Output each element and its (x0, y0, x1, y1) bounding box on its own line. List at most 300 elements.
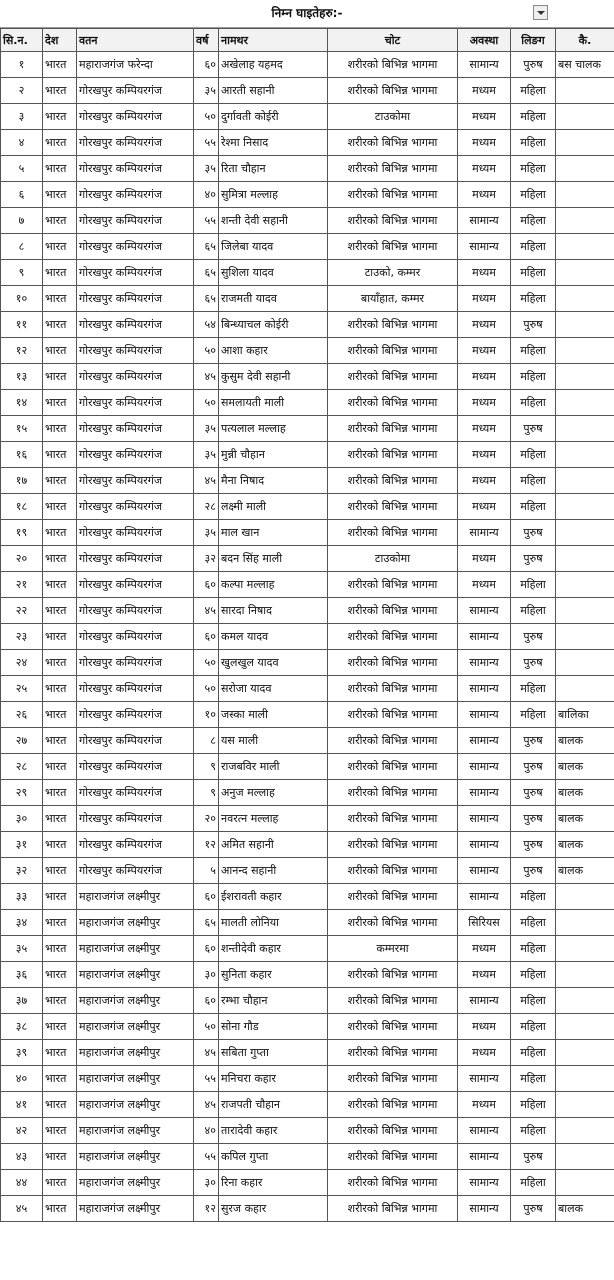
cell-country[interactable]: भारत (43, 624, 77, 650)
cell-injury[interactable]: शरीरको बिभिन्न भागमा (328, 468, 458, 494)
cell-address[interactable]: गोरखपुर कम्पियरगंज (77, 156, 194, 182)
cell-injury[interactable]: शरीरको बिभिन्न भागमा (328, 182, 458, 208)
cell-injury[interactable]: शरीरको बिभिन्न भागमा (328, 806, 458, 832)
cell-name[interactable]: माल खान (219, 520, 328, 546)
cell-age[interactable]: ४० (194, 182, 219, 208)
cell-condition[interactable]: सामान्य (458, 858, 511, 884)
cell-name[interactable]: सरोजा यादव (219, 676, 328, 702)
cell-name[interactable]: पत्यलाल मल्लाह (219, 416, 328, 442)
cell-country[interactable]: भारत (43, 988, 77, 1014)
cell-sn[interactable]: ४० (1, 1066, 43, 1092)
cell-name[interactable]: जस्का माली (219, 702, 328, 728)
cell-condition[interactable]: सामान्य (458, 234, 511, 260)
cell-address[interactable]: गोरखपुर कम्पियरगंज (77, 572, 194, 598)
cell-remarks[interactable] (556, 78, 614, 104)
cell-sn[interactable]: ३३ (1, 884, 43, 910)
cell-condition[interactable]: सिरियस (458, 910, 511, 936)
cell-injury[interactable]: शरीरको बिभिन्न भागमा (328, 650, 458, 676)
cell-gender[interactable]: महिला (511, 936, 556, 962)
cell-condition[interactable]: मध्यम (458, 1040, 511, 1066)
cell-name[interactable]: यस माली (219, 728, 328, 754)
cell-sn[interactable]: ३४ (1, 910, 43, 936)
cell-condition[interactable]: मध्यम (458, 546, 511, 572)
cell-injury[interactable]: शरीरको बिभिन्न भागमा (328, 234, 458, 260)
cell-injury[interactable]: शरीरको बिभिन्न भागमा (328, 78, 458, 104)
cell-remarks[interactable]: बस चालक (556, 52, 614, 78)
cell-condition[interactable]: सामान्य (458, 208, 511, 234)
cell-condition[interactable]: सामान्य (458, 598, 511, 624)
cell-remarks[interactable] (556, 182, 614, 208)
cell-age[interactable]: ४५ (194, 468, 219, 494)
cell-name[interactable]: आशा कहार (219, 338, 328, 364)
cell-injury[interactable]: शरीरको बिभिन्न भागमा (328, 1014, 458, 1040)
cell-country[interactable]: भारत (43, 312, 77, 338)
cell-sn[interactable]: २३ (1, 624, 43, 650)
cell-gender[interactable]: महिला (511, 78, 556, 104)
cell-address[interactable]: गोरखपुर कम्पियरगंज (77, 260, 194, 286)
cell-gender[interactable]: महिला (511, 1092, 556, 1118)
cell-age[interactable]: ५ (194, 858, 219, 884)
cell-sn[interactable]: ५ (1, 156, 43, 182)
cell-sn[interactable]: २२ (1, 598, 43, 624)
cell-gender[interactable]: महिला (511, 208, 556, 234)
cell-injury[interactable]: शरीरको बिभिन्न भागमा (328, 754, 458, 780)
cell-age[interactable]: ३० (194, 1170, 219, 1196)
cell-injury[interactable]: शरीरको बिभिन्न भागमा (328, 702, 458, 728)
cell-country[interactable]: भारत (43, 806, 77, 832)
cell-name[interactable]: बिन्ध्याचल कोईरी (219, 312, 328, 338)
cell-condition[interactable]: मध्यम (458, 338, 511, 364)
cell-country[interactable]: भारत (43, 884, 77, 910)
cell-gender[interactable]: महिला (511, 338, 556, 364)
cell-gender[interactable]: पुरुष (511, 1196, 556, 1222)
cell-gender[interactable]: महिला (511, 390, 556, 416)
cell-sn[interactable]: १० (1, 286, 43, 312)
cell-name[interactable]: अखेलाह यहमद (219, 52, 328, 78)
cell-address[interactable]: महाराजगंज लक्ष्मीपुर (77, 936, 194, 962)
cell-injury[interactable]: शरीरको बिभिन्न भागमा (328, 884, 458, 910)
cell-condition[interactable]: मध्यम (458, 364, 511, 390)
cell-country[interactable]: भारत (43, 1196, 77, 1222)
cell-remarks[interactable] (556, 1066, 614, 1092)
cell-gender[interactable]: महिला (511, 1170, 556, 1196)
cell-remarks[interactable] (556, 624, 614, 650)
cell-age[interactable]: ६० (194, 988, 219, 1014)
cell-gender[interactable]: पुरुष (511, 754, 556, 780)
cell-condition[interactable]: मध्यम (458, 286, 511, 312)
cell-address[interactable]: गोरखपुर कम्पियरगंज (77, 806, 194, 832)
cell-sn[interactable]: १९ (1, 520, 43, 546)
cell-country[interactable]: भारत (43, 780, 77, 806)
cell-age[interactable]: ८ (194, 728, 219, 754)
cell-age[interactable]: ५० (194, 676, 219, 702)
cell-name[interactable]: समलायती माली (219, 390, 328, 416)
cell-remarks[interactable] (556, 234, 614, 260)
cell-condition[interactable]: सामान्य (458, 754, 511, 780)
cell-sn[interactable]: १५ (1, 416, 43, 442)
cell-condition[interactable]: सामान्य (458, 702, 511, 728)
cell-remarks[interactable]: बालक (556, 832, 614, 858)
cell-gender[interactable]: महिला (511, 364, 556, 390)
cell-condition[interactable]: मध्यम (458, 1014, 511, 1040)
cell-age[interactable]: ६५ (194, 260, 219, 286)
cell-condition[interactable]: मध्यम (458, 962, 511, 988)
cell-name[interactable]: रिना कहार (219, 1170, 328, 1196)
cell-country[interactable]: भारत (43, 234, 77, 260)
cell-country[interactable]: भारत (43, 858, 77, 884)
cell-name[interactable]: रम्भा चौहान (219, 988, 328, 1014)
cell-country[interactable]: भारत (43, 104, 77, 130)
cell-sn[interactable]: ४१ (1, 1092, 43, 1118)
cell-sn[interactable]: ३१ (1, 832, 43, 858)
cell-age[interactable]: १० (194, 702, 219, 728)
cell-sn[interactable]: ४ (1, 130, 43, 156)
cell-age[interactable]: ६५ (194, 234, 219, 260)
cell-remarks[interactable] (556, 260, 614, 286)
cell-remarks[interactable] (556, 650, 614, 676)
cell-gender[interactable]: महिला (511, 182, 556, 208)
cell-country[interactable]: भारत (43, 520, 77, 546)
cell-remarks[interactable] (556, 520, 614, 546)
cell-condition[interactable]: मध्यम (458, 936, 511, 962)
cell-address[interactable]: गोरखपुर कम्पियरगंज (77, 130, 194, 156)
cell-gender[interactable]: पुरुष (511, 416, 556, 442)
cell-name[interactable]: रेश्मा निसाद (219, 130, 328, 156)
cell-gender[interactable]: महिला (511, 442, 556, 468)
cell-remarks[interactable] (556, 598, 614, 624)
cell-sn[interactable]: ८ (1, 234, 43, 260)
cell-name[interactable]: मालती लोनिया (219, 910, 328, 936)
cell-injury[interactable]: शरीरको बिभिन्न भागमा (328, 442, 458, 468)
cell-address[interactable]: गोरखपुर कम्पियरगंज (77, 416, 194, 442)
cell-condition[interactable]: मध्यम (458, 156, 511, 182)
cell-condition[interactable]: सामान्य (458, 650, 511, 676)
cell-address[interactable]: गोरखपुर कम्पियरगंज (77, 468, 194, 494)
cell-address[interactable]: गोरखपुर कम्पियरगंज (77, 676, 194, 702)
cell-condition[interactable]: मध्यम (458, 468, 511, 494)
cell-injury[interactable]: शरीरको बिभिन्न भागमा (328, 1170, 458, 1196)
cell-condition[interactable]: मध्यम (458, 78, 511, 104)
cell-age[interactable]: ६० (194, 52, 219, 78)
cell-age[interactable]: ४५ (194, 598, 219, 624)
cell-remarks[interactable]: बालक (556, 728, 614, 754)
cell-age[interactable]: २८ (194, 494, 219, 520)
cell-condition[interactable]: मध्यम (458, 104, 511, 130)
cell-gender[interactable]: महिला (511, 286, 556, 312)
cell-injury[interactable]: शरीरको बिभिन्न भागमा (328, 832, 458, 858)
cell-gender[interactable]: पुरुष (511, 780, 556, 806)
cell-gender[interactable]: पुरुष (511, 624, 556, 650)
cell-gender[interactable]: महिला (511, 468, 556, 494)
cell-address[interactable]: गोरखपुर कम्पियरगंज (77, 624, 194, 650)
cell-country[interactable]: भारत (43, 338, 77, 364)
cell-condition[interactable]: सामान्य (458, 520, 511, 546)
cell-sn[interactable]: १८ (1, 494, 43, 520)
cell-country[interactable]: भारत (43, 468, 77, 494)
cell-remarks[interactable] (556, 286, 614, 312)
cell-gender[interactable]: महिला (511, 598, 556, 624)
cell-name[interactable]: आरती सहानी (219, 78, 328, 104)
cell-remarks[interactable] (556, 884, 614, 910)
cell-country[interactable]: भारत (43, 494, 77, 520)
cell-country[interactable]: भारत (43, 208, 77, 234)
cell-injury[interactable]: शरीरको बिभिन्न भागमा (328, 910, 458, 936)
cell-address[interactable]: गोरखपुर कम्पियरगंज (77, 832, 194, 858)
cell-country[interactable]: भारत (43, 182, 77, 208)
cell-address[interactable]: गोरखपुर कम्पियरगंज (77, 104, 194, 130)
cell-age[interactable]: १२ (194, 832, 219, 858)
cell-injury[interactable]: शरीरको बिभिन्न भागमा (328, 962, 458, 988)
cell-address[interactable]: गोरखपुर कम्पियरगंज (77, 78, 194, 104)
cell-sn[interactable]: १ (1, 52, 43, 78)
cell-age[interactable]: ४० (194, 1118, 219, 1144)
cell-gender[interactable]: महिला (511, 260, 556, 286)
cell-name[interactable]: खुलखुल यादव (219, 650, 328, 676)
cell-age[interactable]: ५५ (194, 208, 219, 234)
cell-injury[interactable]: शरीरको बिभिन्न भागमा (328, 416, 458, 442)
cell-country[interactable]: भारत (43, 910, 77, 936)
cell-address[interactable]: गोरखपुर कम्पियरगंज (77, 208, 194, 234)
cell-address[interactable]: गोरखपुर कम्पियरगंज (77, 364, 194, 390)
cell-address[interactable]: महाराजगंज लक्ष्मीपुर (77, 1040, 194, 1066)
cell-remarks[interactable]: बालक (556, 780, 614, 806)
cell-address[interactable]: गोरखपुर कम्पियरगंज (77, 494, 194, 520)
cell-address[interactable]: महाराजगंज लक्ष्मीपुर (77, 1118, 194, 1144)
cell-injury[interactable]: शरीरको बिभिन्न भागमा (328, 520, 458, 546)
cell-country[interactable]: भारत (43, 1066, 77, 1092)
cell-remarks[interactable] (556, 312, 614, 338)
cell-sn[interactable]: ४३ (1, 1144, 43, 1170)
cell-address[interactable]: गोरखपुर कम्पियरगंज (77, 858, 194, 884)
cell-sn[interactable]: १४ (1, 390, 43, 416)
cell-country[interactable]: भारत (43, 286, 77, 312)
cell-remarks[interactable] (556, 442, 614, 468)
cell-address[interactable]: महाराजगंज लक्ष्मीपुर (77, 1196, 194, 1222)
cell-name[interactable]: कुसुम देवी सहानी (219, 364, 328, 390)
cell-injury[interactable]: शरीरको बिभिन्न भागमा (328, 364, 458, 390)
cell-condition[interactable]: सामान्य (458, 884, 511, 910)
cell-remarks[interactable] (556, 1092, 614, 1118)
cell-sn[interactable]: २५ (1, 676, 43, 702)
cell-age[interactable]: ४५ (194, 1092, 219, 1118)
cell-injury[interactable]: शरीरको बिभिन्न भागमा (328, 52, 458, 78)
cell-name[interactable]: कमल यादव (219, 624, 328, 650)
cell-name[interactable]: दुर्गावती कोईरी (219, 104, 328, 130)
cell-name[interactable]: तारादेवी कहार (219, 1118, 328, 1144)
cell-injury[interactable]: शरीरको बिभिन्न भागमा (328, 598, 458, 624)
cell-injury[interactable]: शरीरको बिभिन्न भागमा (328, 156, 458, 182)
cell-condition[interactable]: सामान्य (458, 988, 511, 1014)
cell-injury[interactable]: शरीरको बिभिन्न भागमा (328, 858, 458, 884)
cell-gender[interactable]: महिला (511, 702, 556, 728)
cell-gender[interactable]: महिला (511, 910, 556, 936)
cell-address[interactable]: महाराजगंज लक्ष्मीपुर (77, 988, 194, 1014)
cell-gender[interactable]: महिला (511, 494, 556, 520)
cell-condition[interactable]: सामान्य (458, 1144, 511, 1170)
cell-country[interactable]: भारत (43, 650, 77, 676)
cell-injury[interactable]: कम्मरमा (328, 936, 458, 962)
cell-remarks[interactable] (556, 416, 614, 442)
cell-address[interactable]: गोरखपुर कम्पियरगंज (77, 338, 194, 364)
cell-name[interactable]: कपिल गुप्ता (219, 1144, 328, 1170)
cell-injury[interactable]: टाउकोमा (328, 546, 458, 572)
cell-age[interactable]: ३५ (194, 416, 219, 442)
cell-address[interactable]: गोरखपुर कम्पियरगंज (77, 442, 194, 468)
cell-sn[interactable]: २० (1, 546, 43, 572)
cell-sn[interactable]: १३ (1, 364, 43, 390)
cell-name[interactable]: ईशरावती कहार (219, 884, 328, 910)
cell-remarks[interactable] (556, 1040, 614, 1066)
cell-country[interactable]: भारत (43, 936, 77, 962)
cell-condition[interactable]: सामान्य (458, 52, 511, 78)
cell-address[interactable]: गोरखपुर कम्पियरगंज (77, 728, 194, 754)
cell-remarks[interactable]: बालक (556, 806, 614, 832)
cell-injury[interactable]: बायाँहात, कम्मर (328, 286, 458, 312)
cell-remarks[interactable] (556, 1144, 614, 1170)
cell-gender[interactable]: महिला (511, 962, 556, 988)
cell-gender[interactable]: पुरुष (511, 806, 556, 832)
cell-condition[interactable]: मध्यम (458, 416, 511, 442)
cell-remarks[interactable] (556, 1014, 614, 1040)
cell-injury[interactable]: शरीरको बिभिन्न भागमा (328, 312, 458, 338)
cell-address[interactable]: गोरखपुर कम्पियरगंज (77, 286, 194, 312)
cell-remarks[interactable] (556, 962, 614, 988)
cell-address[interactable]: गोरखपुर कम्पियरगंज (77, 702, 194, 728)
cell-age[interactable]: ३२ (194, 546, 219, 572)
cell-injury[interactable]: शरीरको बिभिन्न भागमा (328, 130, 458, 156)
cell-remarks[interactable] (556, 1118, 614, 1144)
cell-age[interactable]: ४५ (194, 364, 219, 390)
cell-sn[interactable]: ४५ (1, 1196, 43, 1222)
cell-sn[interactable]: २१ (1, 572, 43, 598)
cell-country[interactable]: भारत (43, 832, 77, 858)
cell-country[interactable]: भारत (43, 1014, 77, 1040)
cell-condition[interactable]: सामान्य (458, 624, 511, 650)
cell-country[interactable]: भारत (43, 1170, 77, 1196)
cell-gender[interactable]: पुरुष (511, 52, 556, 78)
cell-name[interactable]: आनन्द सहानी (219, 858, 328, 884)
cell-country[interactable]: भारत (43, 1118, 77, 1144)
cell-country[interactable]: भारत (43, 364, 77, 390)
cell-remarks[interactable] (556, 936, 614, 962)
cell-sn[interactable]: १२ (1, 338, 43, 364)
cell-age[interactable]: ३५ (194, 520, 219, 546)
cell-address[interactable]: महाराजगंज लक्ष्मीपुर (77, 1170, 194, 1196)
cell-condition[interactable]: सामान्य (458, 1118, 511, 1144)
cell-age[interactable]: २० (194, 806, 219, 832)
cell-injury[interactable]: शरीरको बिभिन्न भागमा (328, 1144, 458, 1170)
cell-injury[interactable]: शरीरको बिभिन्न भागमा (328, 208, 458, 234)
cell-age[interactable]: ३० (194, 962, 219, 988)
cell-age[interactable]: ६० (194, 572, 219, 598)
cell-sn[interactable]: ६ (1, 182, 43, 208)
cell-country[interactable]: भारत (43, 78, 77, 104)
cell-remarks[interactable] (556, 988, 614, 1014)
cell-remarks[interactable] (556, 104, 614, 130)
cell-age[interactable]: ३५ (194, 442, 219, 468)
cell-country[interactable]: भारत (43, 1144, 77, 1170)
cell-injury[interactable]: शरीरको बिभिन्न भागमा (328, 780, 458, 806)
cell-gender[interactable]: पुरुष (511, 728, 556, 754)
cell-remarks[interactable] (556, 390, 614, 416)
cell-age[interactable]: ५० (194, 338, 219, 364)
cell-gender[interactable]: महिला (511, 130, 556, 156)
cell-sn[interactable]: ७ (1, 208, 43, 234)
cell-sn[interactable]: २७ (1, 728, 43, 754)
cell-condition[interactable]: सामान्य (458, 676, 511, 702)
cell-age[interactable]: ५० (194, 1014, 219, 1040)
cell-sn[interactable]: १७ (1, 468, 43, 494)
cell-condition[interactable]: सामान्य (458, 1170, 511, 1196)
cell-name[interactable]: सुशिला यादव (219, 260, 328, 286)
cell-country[interactable]: भारत (43, 390, 77, 416)
cell-gender[interactable]: महिला (511, 234, 556, 260)
cell-remarks[interactable]: बालिका (556, 702, 614, 728)
cell-injury[interactable]: शरीरको बिभिन्न भागमा (328, 1066, 458, 1092)
cell-injury[interactable]: शरीरको बिभिन्न भागमा (328, 1118, 458, 1144)
cell-address[interactable]: महाराजगंज फरेन्दा (77, 52, 194, 78)
cell-condition[interactable]: सामान्य (458, 728, 511, 754)
cell-condition[interactable]: सामान्य (458, 1066, 511, 1092)
cell-sn[interactable]: २६ (1, 702, 43, 728)
cell-remarks[interactable]: बालक (556, 754, 614, 780)
cell-country[interactable]: भारत (43, 260, 77, 286)
cell-name[interactable]: मनिचरा कहार (219, 1066, 328, 1092)
cell-country[interactable]: भारत (43, 676, 77, 702)
cell-address[interactable]: महाराजगंज लक्ष्मीपुर (77, 884, 194, 910)
cell-age[interactable]: ६५ (194, 286, 219, 312)
cell-injury[interactable]: शरीरको बिभिन्न भागमा (328, 572, 458, 598)
cell-injury[interactable]: शरीरको बिभिन्न भागमा (328, 1040, 458, 1066)
cell-country[interactable]: भारत (43, 1092, 77, 1118)
cell-sn[interactable]: ४२ (1, 1118, 43, 1144)
cell-address[interactable]: गोरखपुर कम्पियरगंज (77, 312, 194, 338)
cell-country[interactable]: भारत (43, 442, 77, 468)
cell-address[interactable]: गोरखपुर कम्पियरगंज (77, 234, 194, 260)
cell-gender[interactable]: महिला (511, 572, 556, 598)
cell-address[interactable]: गोरखपुर कम्पियरगंज (77, 390, 194, 416)
cell-country[interactable]: भारत (43, 962, 77, 988)
cell-name[interactable]: शन्ती देवी सहानी (219, 208, 328, 234)
cell-age[interactable]: ३५ (194, 78, 219, 104)
cell-name[interactable]: अमित सहानी (219, 832, 328, 858)
cell-address[interactable]: गोरखपुर कम्पियरगंज (77, 598, 194, 624)
cell-address[interactable]: गोरखपुर कम्पियरगंज (77, 650, 194, 676)
cell-address[interactable]: महाराजगंज लक्ष्मीपुर (77, 1092, 194, 1118)
cell-name[interactable]: लक्ष्मी माली (219, 494, 328, 520)
cell-condition[interactable]: मध्यम (458, 494, 511, 520)
cell-name[interactable]: सुमित्रा मल्लाह (219, 182, 328, 208)
cell-gender[interactable]: पुरुष (511, 858, 556, 884)
cell-age[interactable]: ४५ (194, 1040, 219, 1066)
cell-remarks[interactable] (556, 208, 614, 234)
cell-country[interactable]: भारत (43, 572, 77, 598)
cell-age[interactable]: ५० (194, 390, 219, 416)
cell-sn[interactable]: ३९ (1, 1040, 43, 1066)
cell-condition[interactable]: सामान्य (458, 780, 511, 806)
cell-country[interactable]: भारत (43, 52, 77, 78)
cell-condition[interactable]: मध्यम (458, 130, 511, 156)
cell-name[interactable]: सबिता गुप्ता (219, 1040, 328, 1066)
cell-gender[interactable]: महिला (511, 1066, 556, 1092)
cell-address[interactable]: महाराजगंज लक्ष्मीपुर (77, 1066, 194, 1092)
cell-gender[interactable]: महिला (511, 156, 556, 182)
cell-country[interactable]: भारत (43, 1040, 77, 1066)
cell-injury[interactable]: टाउकोमा (328, 104, 458, 130)
cell-address[interactable]: महाराजगंज लक्ष्मीपुर (77, 962, 194, 988)
cell-name[interactable]: कल्पा मल्लाह (219, 572, 328, 598)
cell-name[interactable]: सुनिता कहार (219, 962, 328, 988)
